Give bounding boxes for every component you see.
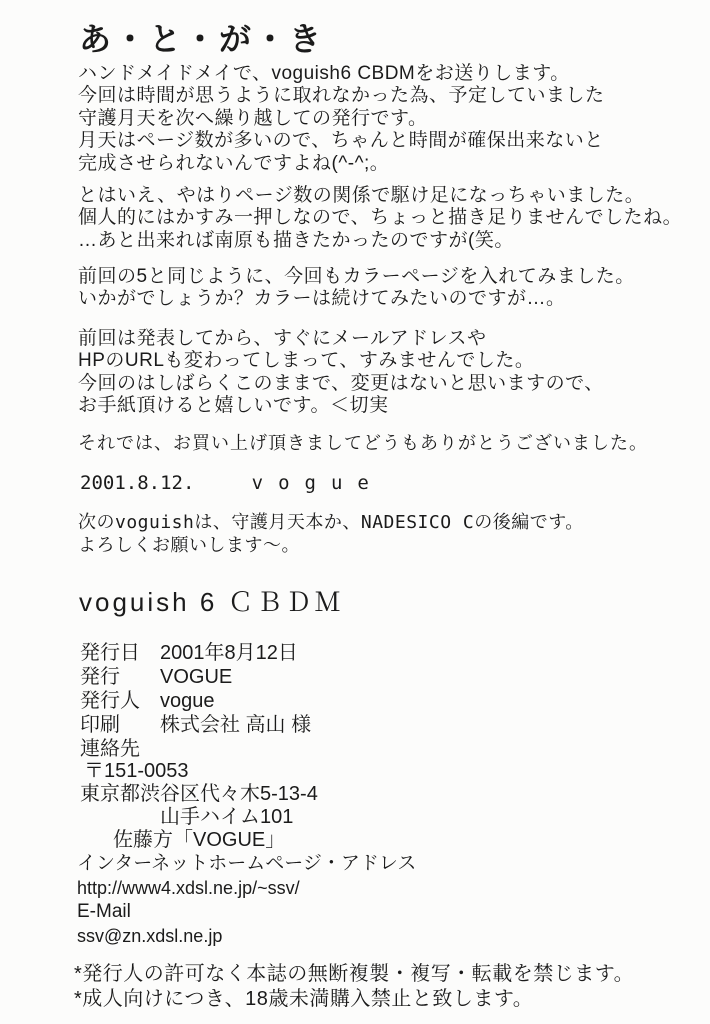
copyright-notice: *発行人の許可なく本誌の無断複製・複写・転載を禁じます。 — [74, 963, 635, 985]
colophon-row — [80, 737, 311, 761]
paragraph-line: 今回のはしばらくこのままで、変更はないと思いますので、 — [78, 372, 604, 394]
afterword-paragraph-1 — [78, 63, 605, 175]
colophon-row — [80, 665, 311, 689]
colophon-value: vogue — [160, 690, 215, 712]
publish-date: 2001.8.12. — [80, 472, 195, 494]
address-line: 佐藤方「VOGUE」 — [113, 829, 286, 851]
next-issue-note — [78, 511, 584, 557]
email-label: E-Mail — [77, 901, 131, 922]
address-line: 東京都渋谷区代々木5-13-4 — [80, 783, 318, 805]
colophon-row — [80, 689, 311, 713]
paragraph-line: 前回は発表してから、すぐにメールアドレスや — [78, 328, 487, 349]
paragraph-line: 守護月天を次へ繰り越しての発行です。 — [78, 107, 428, 129]
colophon-details — [80, 641, 311, 761]
colophon-row — [80, 641, 311, 665]
paragraph-line: …あと出来れば南原も描きたかったのですが(笑。 — [78, 229, 514, 251]
postal-code: 〒151-0053 — [84, 760, 189, 782]
paragraph-line: 今回は時間が思うように取れなかった為、予定していました — [78, 85, 605, 107]
adult-notice: *成人向けにつき、18歳未満購入禁止と致します。 — [74, 988, 534, 1010]
internet-contact — [77, 852, 416, 948]
page-title: あ・と・が・き — [79, 21, 325, 57]
afterword-paragraph-4 — [78, 328, 604, 418]
paragraph-line: 前回の5と同じように、今回もカラーページを入れてみました。 — [78, 266, 635, 287]
closing-thanks-line: それでは、お買い上げ頂きましてどうもありがとうございました。 — [78, 433, 648, 454]
colophon-label: 発行日 — [80, 642, 140, 664]
address-line: 山手ハイム101 — [160, 806, 294, 828]
email-address: ssv@zn.xdsl.ne.jp — [77, 926, 223, 946]
paragraph-line: 完成させられないんですよね(^-^;。 — [78, 152, 390, 174]
colophon-title: voguish 6 ＣＢＤＭ — [79, 587, 344, 617]
date-signature-line — [80, 472, 384, 495]
homepage-url: http://www4.xdsl.ne.jp/~ssv/ — [77, 878, 300, 898]
colophon-value: 2001年8月12日 — [160, 642, 298, 664]
colophon-row — [80, 713, 311, 737]
afterword-paragraph-2 — [78, 185, 682, 252]
paragraph-line: ハンドメイドメイで、voguish6 CBDMをお送りします。 — [78, 63, 570, 84]
homepage-label: インターネットホームページ・アドレス — [77, 853, 417, 874]
paragraph-line: とはいえ、やはりページ数の関係で駆け足になっちゃいました。 — [78, 185, 645, 206]
circle-signature: vogue — [251, 472, 384, 494]
paragraph-line: 個人的にはかすみ一押しなので、ちょっと描き足りませんでしたね。 — [78, 207, 683, 229]
legal-notices — [74, 962, 634, 1012]
colophon-value: VOGUE — [160, 666, 233, 688]
colophon-label: 発行人 — [80, 690, 140, 712]
next-issue-line: よろしくお願いします～。 — [78, 535, 300, 556]
afterword-paragraph-3 — [78, 266, 635, 311]
colophon-value: 株式会社 高山 様 — [160, 714, 312, 736]
colophon-label: 連絡先 — [80, 738, 140, 760]
next-issue-line: 次のvoguishは、守護月天本か、NADESICO Cの後編です。 — [78, 512, 584, 533]
paragraph-line: お手紙頂けると嬉しいです。＜切実 — [78, 395, 389, 417]
paragraph-line: 月天はページ数が多いので、ちゃんと時間が確保出来ないと — [78, 130, 604, 152]
paragraph-line: HPのURLも変わってしまって、すみませんでした。 — [78, 350, 535, 372]
colophon-label: 印刷 — [80, 714, 120, 736]
contact-address — [78, 760, 318, 852]
colophon-label: 発行 — [80, 666, 120, 688]
paragraph-line: いかがでしょうか？カラーは続けてみたいのですが…。 — [78, 288, 566, 310]
